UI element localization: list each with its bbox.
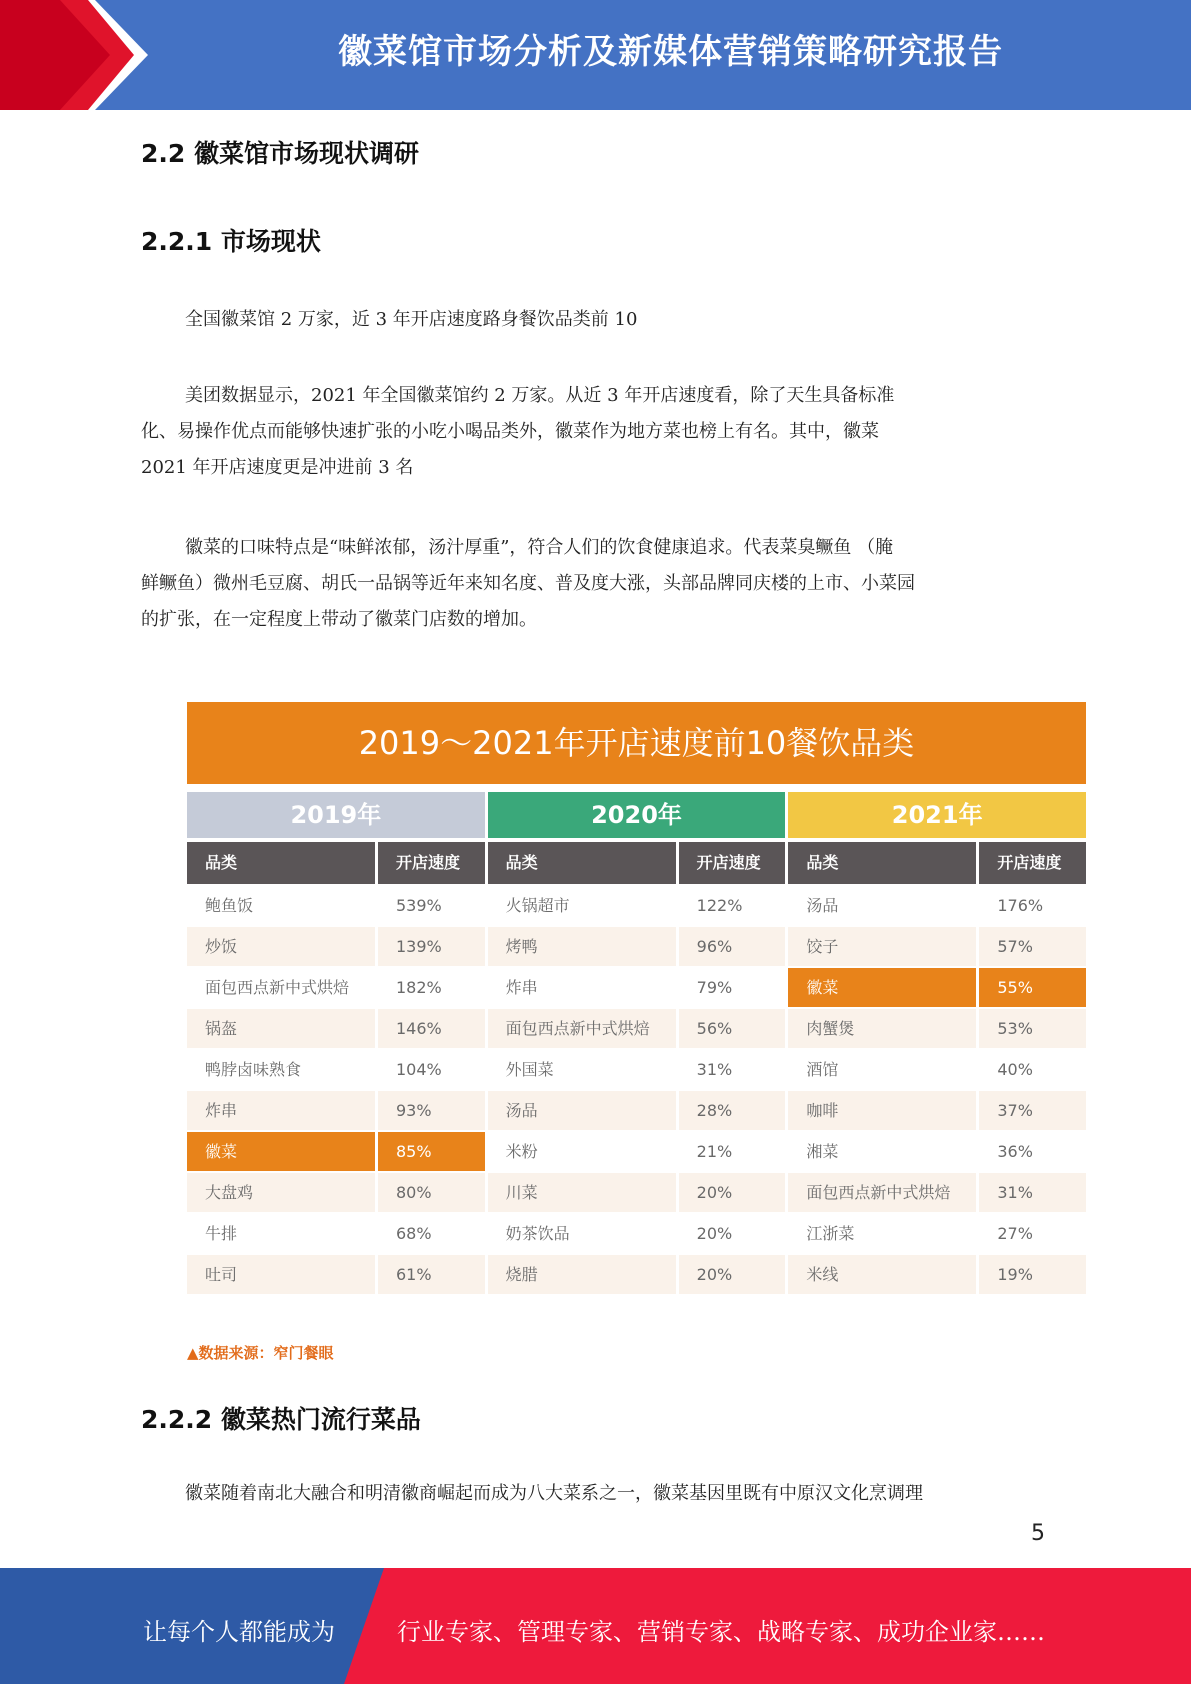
speed-cell: 61% bbox=[378, 1255, 485, 1294]
table-row bbox=[788, 1009, 1086, 1048]
category-cell: 烤鸭 bbox=[488, 927, 676, 966]
report-title: 徽菜馆市场分析及新媒体营销策略研究报告 bbox=[338, 32, 1003, 72]
speed-cell: 68% bbox=[396, 1224, 432, 1243]
category-cell: 汤品 bbox=[806, 896, 839, 915]
ranking-grid bbox=[187, 842, 1086, 1296]
category-cell: 火锅超市 bbox=[505, 896, 570, 915]
speed-cell: 20% bbox=[696, 1224, 733, 1243]
category-cell: 炸串 bbox=[187, 1091, 375, 1130]
speed-cell: 176% bbox=[997, 896, 1044, 915]
table-row bbox=[488, 1255, 786, 1294]
speed-cell: 27% bbox=[997, 1224, 1033, 1243]
speed-cell: 19% bbox=[979, 1255, 1086, 1294]
speed-cell: 20% bbox=[679, 1255, 786, 1294]
category-cell: 肉蟹煲 bbox=[788, 1009, 976, 1048]
table-row bbox=[488, 927, 786, 966]
paragraph-3: 徽菜的口味特点是“味鲜浓郁，汤汁厚重”，符合人们的饮食健康追求。代表菜臭鳜鱼 （腌 鲜鳜鱼）微州毛豆腐、胡氏一品锅等近年来知名度、普及度大涨，头部品牌同庆楼的上市、小菜园 的扩张，在一定程度上带动了徽菜门店数的增加。 bbox=[141, 537, 915, 630]
category-cell: 徽菜 bbox=[788, 968, 976, 1007]
category-cell: 炒饭 bbox=[187, 927, 375, 966]
speed-cell: 122% bbox=[696, 896, 743, 915]
speed-cell: 55% bbox=[979, 968, 1086, 1007]
category-cell: 米粉 bbox=[505, 1142, 538, 1161]
column-header-category: 品类 bbox=[488, 842, 676, 884]
speed-cell: 79% bbox=[696, 978, 733, 997]
table-row bbox=[788, 886, 1086, 925]
category-cell: 湘菜 bbox=[806, 1142, 839, 1161]
section-heading-2-2-2: 2.2.2 徽菜热门流行菜品 bbox=[141, 1405, 421, 1434]
table-row bbox=[788, 968, 1086, 1007]
table-row bbox=[187, 968, 485, 1007]
data-source-note: ▲数据来源：窄门餐眼 bbox=[187, 1344, 334, 1362]
header-chevron-icon bbox=[0, 0, 160, 110]
category-cell: 大盘鸡 bbox=[187, 1173, 375, 1212]
category-cell: 外国菜 bbox=[505, 1060, 554, 1079]
year-header-row bbox=[187, 792, 1086, 838]
paragraph-2: 美团数据显示，2021 年全国徽菜馆约 2 万家。从近 3 年开店速度看，除了天生具备标准 化、易操作优点而能够快速扩张的小吃小喝品类外，徽菜作为地方菜也榜上有名。其中，徽菜 2021 年开店速度更是冲进前 3 名 bbox=[141, 385, 895, 478]
category-cell: 牛排 bbox=[205, 1224, 238, 1243]
chart-title: 2019～2021年开店速度前10餐饮品类 bbox=[187, 702, 1086, 784]
page-header bbox=[0, 0, 1191, 110]
footer-slogan-right: 行业专家、管理专家、营销专家、战略专家、成功企业家…… bbox=[397, 1618, 1045, 1646]
speed-cell: 31% bbox=[979, 1173, 1086, 1212]
category-cell: 川菜 bbox=[488, 1173, 676, 1212]
speed-cell: 28% bbox=[679, 1091, 786, 1130]
category-cell: 吐司 bbox=[187, 1255, 375, 1294]
category-cell: 锅盔 bbox=[187, 1009, 375, 1048]
category-cell: 奶茶饮品 bbox=[505, 1224, 570, 1243]
category-cell: 烧腊 bbox=[488, 1255, 676, 1294]
table-row bbox=[488, 1050, 786, 1089]
table-row bbox=[187, 1009, 485, 1048]
speed-cell: 146% bbox=[378, 1009, 485, 1048]
table-row bbox=[788, 1091, 1086, 1130]
table-row bbox=[788, 1132, 1086, 1171]
speed-cell: 80% bbox=[378, 1173, 485, 1212]
year-header-1: 2020年 bbox=[488, 792, 786, 838]
table-row bbox=[187, 1091, 485, 1130]
column-header-row bbox=[488, 842, 786, 884]
section-heading-2-2: 2.2 徽菜馆市场现状调研 bbox=[141, 139, 419, 168]
category-cell: 酒馆 bbox=[806, 1060, 839, 1079]
table-row bbox=[187, 1255, 485, 1294]
speed-cell: 53% bbox=[979, 1009, 1086, 1048]
category-cell: 咖啡 bbox=[788, 1091, 976, 1130]
year-column-0 bbox=[187, 842, 485, 1296]
table-row bbox=[488, 1214, 786, 1253]
category-cell: 汤品 bbox=[488, 1091, 676, 1130]
speed-cell: 36% bbox=[997, 1142, 1033, 1161]
column-header-speed: 开店速度 bbox=[378, 842, 485, 884]
speed-cell: 93% bbox=[378, 1091, 485, 1130]
speed-cell: 96% bbox=[679, 927, 786, 966]
column-header-row bbox=[788, 842, 1086, 884]
category-cell: 江浙菜 bbox=[806, 1224, 855, 1243]
table-row bbox=[187, 927, 485, 966]
speed-cell: 21% bbox=[696, 1142, 733, 1161]
speed-cell: 85% bbox=[378, 1132, 485, 1171]
speed-cell: 104% bbox=[396, 1060, 442, 1079]
category-cell: 饺子 bbox=[788, 927, 976, 966]
page-footer bbox=[0, 1568, 1191, 1684]
speed-cell: 57% bbox=[979, 927, 1086, 966]
table-row bbox=[488, 1132, 786, 1171]
table-row bbox=[488, 1091, 786, 1130]
column-header-category: 品类 bbox=[187, 842, 375, 884]
year-column-1 bbox=[488, 842, 786, 1296]
category-cell: 鸭脖卤味熟食 bbox=[205, 1060, 302, 1079]
speed-cell: 20% bbox=[679, 1173, 786, 1212]
table-row bbox=[788, 1255, 1086, 1294]
column-header-row bbox=[187, 842, 485, 884]
table-row bbox=[788, 1214, 1086, 1253]
year-column-2 bbox=[788, 842, 1086, 1296]
column-header-category: 品类 bbox=[788, 842, 976, 884]
speed-cell: 139% bbox=[378, 927, 485, 966]
speed-cell: 182% bbox=[396, 978, 442, 997]
footer-slogan-left: 让每个人都能成为 bbox=[143, 1618, 335, 1646]
paragraph-1: 全国徽菜馆 2 万家，近 3 年开店速度路身餐饮品类前 10 bbox=[185, 309, 638, 330]
column-header-speed: 开店速度 bbox=[979, 842, 1086, 884]
paragraph-4: 徽菜随着南北大融合和明清徽商崛起而成为八大菜系之一，徽菜基因里既有中原汉文化烹调理 bbox=[185, 1483, 923, 1504]
table-row bbox=[187, 1173, 485, 1212]
category-cell: 面包西点新中式烘焙 bbox=[788, 1173, 976, 1212]
speed-cell: 31% bbox=[696, 1060, 733, 1079]
category-cell: 炸串 bbox=[505, 978, 538, 997]
page-number: 5 bbox=[1031, 1521, 1045, 1546]
table-row bbox=[788, 1050, 1086, 1089]
speed-cell: 37% bbox=[979, 1091, 1086, 1130]
table-row bbox=[187, 886, 485, 925]
speed-cell: 40% bbox=[997, 1060, 1033, 1079]
table-row bbox=[488, 968, 786, 1007]
table-row bbox=[488, 1173, 786, 1212]
table-row bbox=[488, 886, 786, 925]
category-cell: 鲍鱼饭 bbox=[205, 896, 254, 915]
table-row bbox=[788, 927, 1086, 966]
category-cell: 面包西点新中式烘焙 bbox=[488, 1009, 676, 1048]
column-header-speed: 开店速度 bbox=[679, 842, 786, 884]
category-cell: 米线 bbox=[788, 1255, 976, 1294]
table-row bbox=[187, 1050, 485, 1089]
year-header-2: 2021年 bbox=[788, 792, 1086, 838]
category-cell: 徽菜 bbox=[187, 1132, 375, 1171]
section-heading-2-2-1: 2.2.1 市场现状 bbox=[141, 227, 321, 256]
table-row bbox=[187, 1132, 485, 1171]
table-row bbox=[488, 1009, 786, 1048]
speed-cell: 56% bbox=[679, 1009, 786, 1048]
ranking-table-figure bbox=[187, 702, 1086, 1296]
year-header-0: 2019年 bbox=[187, 792, 485, 838]
table-row bbox=[187, 1214, 485, 1253]
category-cell: 面包西点新中式烘焙 bbox=[205, 978, 350, 997]
speed-cell: 539% bbox=[396, 896, 442, 915]
table-row bbox=[788, 1173, 1086, 1212]
